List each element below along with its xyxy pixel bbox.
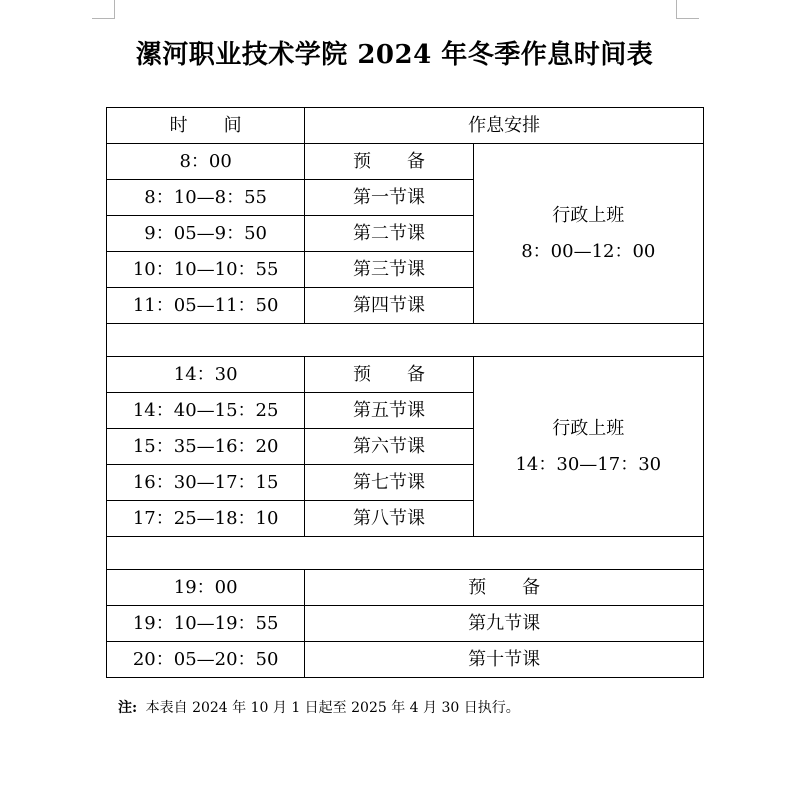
activity-cell: 第八节课 — [305, 501, 473, 537]
admin-label: 行政上班 — [552, 417, 625, 439]
separator-cell — [107, 324, 704, 357]
table-row — [107, 357, 704, 393]
time-cell: 15：35—16：20 — [107, 429, 305, 465]
activity-cell: 第三节课 — [305, 252, 473, 288]
admin-label: 行政上班 — [552, 204, 625, 226]
footnote — [118, 697, 520, 717]
table-row — [107, 606, 704, 642]
time-cell: 14：40—15：25 — [107, 393, 305, 429]
separator-row — [107, 537, 704, 570]
header-time: 时 间 — [107, 108, 305, 144]
time-cell: 14：30 — [107, 357, 305, 393]
schedule-table — [106, 107, 704, 678]
activity-cell: 第四节课 — [305, 288, 473, 324]
table-row — [107, 144, 704, 180]
time-cell: 10：10—10：55 — [107, 252, 305, 288]
table-row — [107, 570, 704, 606]
page-title: 漯河职业技术学院 2024 年冬季作息时间表 — [135, 40, 654, 70]
morning-admin-cell — [473, 144, 703, 324]
time-cell: 16：30—17：15 — [107, 465, 305, 501]
time-cell: 20：05—20：50 — [107, 642, 305, 678]
time-cell: 9：05—9：50 — [107, 216, 305, 252]
table-row — [107, 642, 704, 678]
admin-time: 14：30—17：30 — [515, 453, 662, 475]
activity-cell: 预 备 — [305, 570, 704, 606]
activity-cell: 预 备 — [305, 357, 473, 393]
separator-cell — [107, 537, 704, 570]
afternoon-admin-cell — [473, 357, 703, 537]
activity-cell: 第九节课 — [305, 606, 704, 642]
footnote-label: 注: — [118, 700, 138, 716]
time-cell: 8：00 — [107, 144, 305, 180]
activity-cell: 第七节课 — [305, 465, 473, 501]
activity-cell: 第六节课 — [305, 429, 473, 465]
activity-cell: 第一节课 — [305, 180, 473, 216]
time-cell: 11：05—11：50 — [107, 288, 305, 324]
activity-cell: 第十节课 — [305, 642, 704, 678]
page-corner-mark-left — [92, 0, 115, 19]
footnote-text: 本表自 2024 年 10 月 1 日起至 2025 年 4 月 30 日执行。 — [145, 700, 520, 716]
activity-cell: 第二节课 — [305, 216, 473, 252]
separator-row — [107, 324, 704, 357]
time-cell: 8：10—8：55 — [107, 180, 305, 216]
admin-time: 8：00—12：00 — [521, 240, 656, 262]
time-cell: 17：25—18：10 — [107, 501, 305, 537]
activity-cell: 第五节课 — [305, 393, 473, 429]
table-header-row — [107, 108, 704, 144]
activity-cell: 预 备 — [305, 144, 473, 180]
time-cell: 19：10—19：55 — [107, 606, 305, 642]
header-arrangement: 作息安排 — [305, 108, 704, 144]
page-corner-mark-right — [676, 0, 699, 19]
time-cell: 19：00 — [107, 570, 305, 606]
